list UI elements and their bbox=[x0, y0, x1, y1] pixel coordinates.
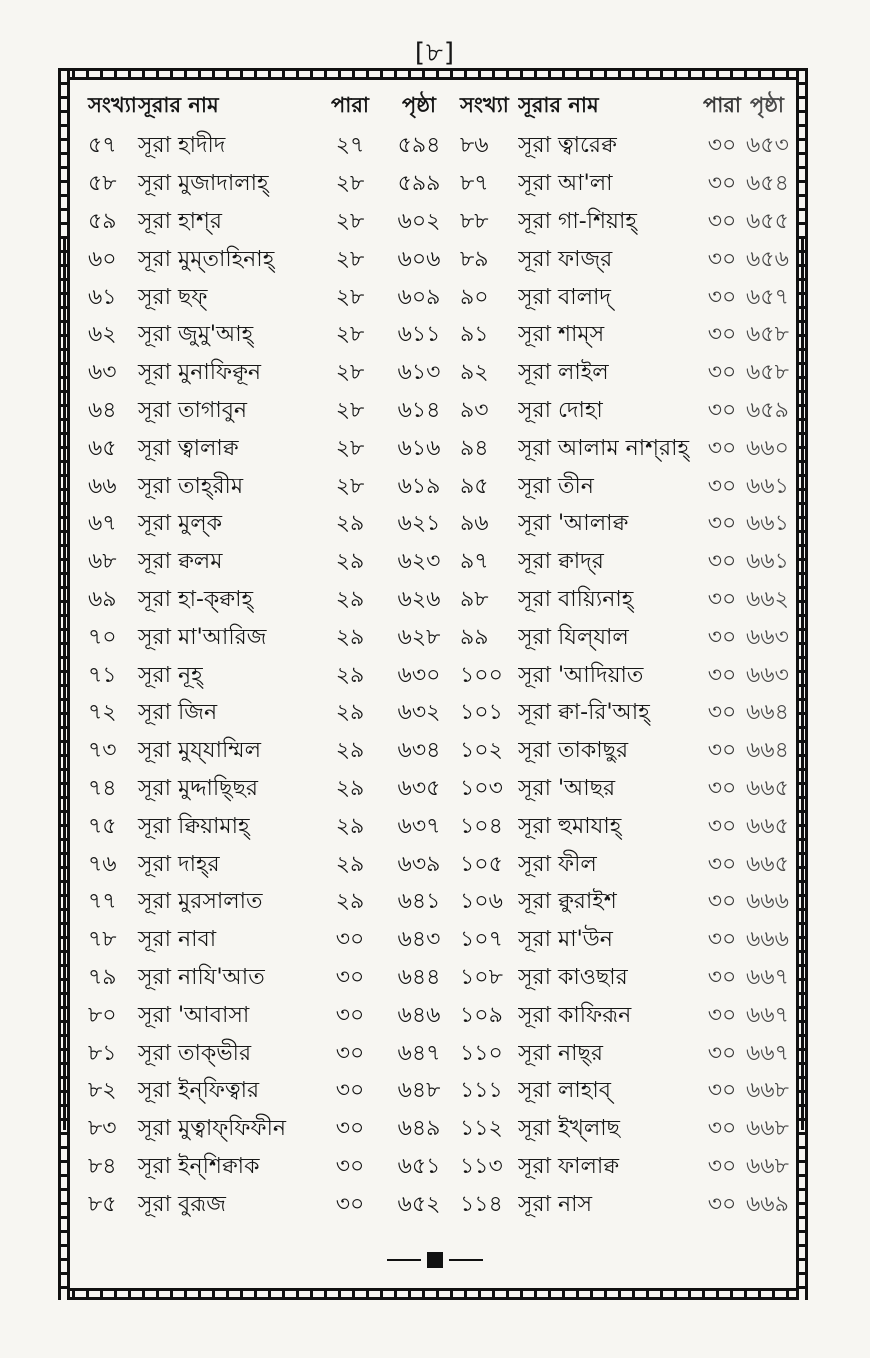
cell-para-2: ৩০ bbox=[707, 511, 737, 537]
cell-number: ৬৩ bbox=[88, 360, 117, 386]
cell-page: ৬৩২ bbox=[397, 700, 441, 726]
cell-surah-name-2: সূরা বালাদ্ bbox=[518, 284, 611, 310]
cell-surah-name: সূরা মুরসালাত bbox=[138, 889, 263, 915]
cell-para: ৩০ bbox=[335, 1153, 365, 1179]
cell-number-2: ১০৪ bbox=[460, 813, 503, 839]
cell-number: ৬৬ bbox=[88, 473, 117, 499]
cell-page: ৬৪৪ bbox=[397, 964, 441, 990]
cell-surah-name: সূরা হাদীদ bbox=[138, 133, 226, 159]
table-row bbox=[88, 128, 788, 166]
cell-number-2: ১০৯ bbox=[460, 1002, 503, 1028]
cell-surah-name-2: সূরা নাছ্‌র bbox=[518, 1040, 603, 1066]
cell-page: ৫৯৪ bbox=[397, 133, 441, 159]
footer-ornament bbox=[0, 1252, 870, 1268]
cell-surah-name-2: সূরা তীন bbox=[518, 473, 594, 499]
cell-surah-name: সূরা নূহ্ bbox=[138, 662, 203, 688]
cell-page: ৬৪৯ bbox=[397, 1116, 441, 1142]
cell-number-2: ৮৭ bbox=[460, 171, 489, 197]
cell-para: ২৯ bbox=[335, 624, 365, 650]
table-row bbox=[88, 241, 788, 279]
table-row bbox=[88, 204, 788, 242]
cell-number-2: ৮৮ bbox=[460, 208, 489, 234]
cell-para-2: ৩০ bbox=[707, 246, 737, 272]
table-row bbox=[88, 393, 788, 431]
table-row bbox=[88, 771, 788, 809]
cell-page-2: ৬৬৭ bbox=[746, 1040, 789, 1066]
cell-page: ৬০৬ bbox=[397, 246, 441, 272]
cell-surah-name-2: সূরা যিল্‌যাল bbox=[518, 624, 629, 650]
cell-para-2: ৩০ bbox=[707, 700, 737, 726]
cell-number-2: ১০১ bbox=[460, 700, 503, 726]
cell-para-2: ৩০ bbox=[707, 435, 737, 461]
cell-page-2: ৬৬১ bbox=[746, 549, 789, 575]
table-row bbox=[88, 317, 788, 355]
header-surah-name: সূরার নাম bbox=[138, 92, 219, 117]
cell-para: ২৮ bbox=[335, 322, 365, 348]
header-para: পারা bbox=[331, 92, 369, 117]
border-right bbox=[796, 68, 808, 1300]
cell-page-2: ৬৫৪ bbox=[746, 171, 789, 197]
border-left bbox=[58, 68, 70, 1300]
cell-para: ২৮ bbox=[335, 435, 365, 461]
cell-number-2: ১০২ bbox=[460, 738, 503, 764]
cell-page: ৬০৯ bbox=[397, 284, 441, 310]
cell-surah-name: সূরা জুমু'আহ্ bbox=[138, 322, 254, 348]
cell-number: ৭২ bbox=[88, 700, 117, 726]
cell-surah-name: সূরা নাযি'আত bbox=[138, 964, 265, 990]
cell-number: ৭৩ bbox=[88, 738, 117, 764]
cell-surah-name-2: সূরা নাস bbox=[518, 1191, 593, 1217]
cell-surah-name-2: সূরা মা'উন bbox=[518, 927, 613, 953]
cell-surah-name: সূরা মুনাফিক্বূন bbox=[138, 360, 262, 386]
cell-page: ৬০২ bbox=[397, 208, 441, 234]
table-row bbox=[88, 997, 788, 1035]
cell-para: ২৮ bbox=[335, 171, 365, 197]
cell-para: ২৯ bbox=[335, 738, 365, 764]
cell-surah-name: সূরা মুয্‌যাম্মিল bbox=[138, 738, 261, 764]
table-row bbox=[88, 846, 788, 884]
cell-surah-name: সূরা 'আবাসা bbox=[138, 1002, 250, 1028]
table-row bbox=[88, 468, 788, 506]
cell-para: ২৯ bbox=[335, 700, 365, 726]
cell-page: ৬৩৭ bbox=[397, 813, 441, 839]
surah-index-table bbox=[88, 84, 788, 1224]
cell-number-2: ১১৪ bbox=[460, 1191, 503, 1217]
cell-surah-name: সূরা মুদ্দাছ্ছির bbox=[138, 775, 258, 801]
cell-surah-name-2: সূরা 'আদিয়াত bbox=[518, 662, 644, 688]
cell-page-2: ৬৬২ bbox=[746, 586, 789, 612]
cell-page-2: ৬৫৭ bbox=[746, 284, 789, 310]
cell-number: ৬৯ bbox=[88, 586, 117, 612]
cell-page-2: ৬৫৩ bbox=[746, 133, 789, 159]
table-row bbox=[88, 884, 788, 922]
cell-para-2: ৩০ bbox=[707, 813, 737, 839]
cell-para-2: ৩০ bbox=[707, 662, 737, 688]
table-row bbox=[88, 1035, 788, 1073]
cell-para-2: ৩০ bbox=[707, 208, 737, 234]
table-header-row bbox=[88, 84, 788, 128]
cell-para: ৩০ bbox=[335, 1116, 365, 1142]
cell-page-2: ৬৬৬ bbox=[746, 927, 789, 953]
cell-number-2: ৯৪ bbox=[460, 435, 489, 461]
cell-page-2: ৬৬৯ bbox=[746, 1191, 789, 1217]
cell-surah-name-2: সূরা লাইল bbox=[518, 360, 609, 386]
cell-page: ৬২৬ bbox=[397, 586, 441, 612]
cell-number: ৭৭ bbox=[88, 889, 117, 915]
cell-number-2: ১০৩ bbox=[460, 775, 503, 801]
cell-para: ২৯ bbox=[335, 586, 365, 612]
cell-page: ৬৫১ bbox=[397, 1153, 441, 1179]
cell-page: ৬২১ bbox=[397, 511, 441, 537]
cell-number: ৮৫ bbox=[88, 1191, 117, 1217]
cell-para: ৩০ bbox=[335, 964, 365, 990]
cell-number-2: ৯৯ bbox=[460, 624, 489, 650]
cell-surah-name-2: সূরা লাহাব্ bbox=[518, 1078, 611, 1104]
cell-para-2: ৩০ bbox=[707, 1191, 737, 1217]
cell-number: ৭৫ bbox=[88, 813, 117, 839]
cell-page: ৬৪৬ bbox=[397, 1002, 441, 1028]
cell-number: ৮২ bbox=[88, 1078, 117, 1104]
cell-page-2: ৬৬১ bbox=[746, 473, 789, 499]
table-row bbox=[88, 166, 788, 204]
cell-page-2: ৬৫৮ bbox=[746, 360, 789, 386]
cell-page-2: ৬৬৭ bbox=[746, 1002, 789, 1028]
table-row bbox=[88, 355, 788, 393]
cell-surah-name-2: সূরা 'আছর bbox=[518, 775, 616, 801]
cell-surah-name: সূরা ক্বিয়ামাহ্ bbox=[138, 813, 250, 839]
cell-para: ২৯ bbox=[335, 775, 365, 801]
cell-surah-name-2: সূরা দোহা bbox=[518, 397, 603, 423]
cell-para-2: ৩০ bbox=[707, 1040, 737, 1066]
header-page: পৃষ্ঠা bbox=[401, 92, 437, 117]
cell-page: ৬২৮ bbox=[397, 624, 441, 650]
cell-page-2: ৬৬৫ bbox=[746, 813, 789, 839]
table-row bbox=[88, 1111, 788, 1149]
cell-para: ২৯ bbox=[335, 511, 365, 537]
cell-para: ২৯ bbox=[335, 889, 365, 915]
cell-para: ২৯ bbox=[335, 662, 365, 688]
cell-number-2: ৯৩ bbox=[460, 397, 489, 423]
cell-page: ৬৩০ bbox=[397, 662, 441, 688]
table-row bbox=[88, 695, 788, 733]
cell-page-2: ৬৫৫ bbox=[746, 208, 789, 234]
cell-surah-name: সূরা তাক্‌ভীর bbox=[138, 1040, 252, 1066]
cell-page-2: ৬৬৬ bbox=[746, 889, 789, 915]
cell-number-2: ১০৭ bbox=[460, 927, 503, 953]
table-row bbox=[88, 657, 788, 695]
table-row bbox=[88, 922, 788, 960]
cell-surah-name: সূরা ইন্‌ফিত্বার bbox=[138, 1078, 260, 1104]
cell-surah-name-2: সূরা গা-শিয়াহ্ bbox=[518, 208, 637, 234]
cell-surah-name-2: সূরা বায়্যিনাহ্ bbox=[518, 586, 634, 612]
cell-number: ৬৫ bbox=[88, 435, 117, 461]
cell-surah-name: সূরা বুরূজ bbox=[138, 1191, 226, 1217]
cell-para: ৩০ bbox=[335, 927, 365, 953]
cell-para: ২৯ bbox=[335, 813, 365, 839]
table-row bbox=[88, 279, 788, 317]
cell-page: ৬১৬ bbox=[397, 435, 441, 461]
cell-surah-name-2: সূরা তাকাছুর bbox=[518, 738, 629, 764]
header-number-2: সংখ্যা bbox=[460, 92, 509, 117]
table-row bbox=[88, 544, 788, 582]
cell-number-2: ৮৯ bbox=[460, 246, 489, 272]
cell-para: ২৮ bbox=[335, 397, 365, 423]
table-row bbox=[88, 1149, 788, 1187]
cell-page: ৬৩৪ bbox=[397, 738, 441, 764]
cell-number: ৬০ bbox=[88, 246, 117, 272]
cell-number: ৬৮ bbox=[88, 549, 117, 575]
cell-surah-name-2: সূরা ফাজ্‌র bbox=[518, 246, 613, 272]
cell-page: ৬৪৩ bbox=[397, 927, 441, 953]
cell-number-2: ৯২ bbox=[460, 360, 489, 386]
cell-para-2: ৩০ bbox=[707, 397, 737, 423]
cell-page: ৬১৪ bbox=[397, 397, 441, 423]
cell-surah-name-2: সূরা আ'লা bbox=[518, 171, 613, 197]
cell-page-2: ৬৬৮ bbox=[746, 1116, 789, 1142]
cell-para-2: ৩০ bbox=[707, 738, 737, 764]
cell-page-2: ৬৬৫ bbox=[746, 775, 789, 801]
cell-number-2: ৯৭ bbox=[460, 549, 489, 575]
cell-page-2: ৬৫৯ bbox=[746, 397, 789, 423]
cell-surah-name-2: সূরা ক্বা-রি'আহ্ bbox=[518, 700, 650, 726]
cell-number: ৮৪ bbox=[88, 1153, 117, 1179]
cell-surah-name-2: সূরা কাওছার bbox=[518, 964, 628, 990]
cell-para-2: ৩০ bbox=[707, 473, 737, 499]
page-number: [৮] bbox=[414, 38, 456, 68]
cell-para-2: ৩০ bbox=[707, 851, 737, 877]
cell-number: ৫৭ bbox=[88, 133, 117, 159]
cell-para-2: ৩০ bbox=[707, 775, 737, 801]
header-page-2: পৃষ্ঠা bbox=[749, 92, 785, 117]
cell-surah-name: সূরা তাহ্‌রীম bbox=[138, 473, 244, 499]
cell-surah-name-2: সূরা কাফিরূন bbox=[518, 1002, 632, 1028]
cell-surah-name-2: সূরা আলাম নাশ্‌রাহ্ bbox=[518, 435, 690, 461]
cell-number: ৬৪ bbox=[88, 397, 117, 423]
cell-para: ২৮ bbox=[335, 360, 365, 386]
cell-para: ২৮ bbox=[335, 208, 365, 234]
cell-para-2: ৩০ bbox=[707, 360, 737, 386]
cell-number-2: ৯৬ bbox=[460, 511, 489, 537]
cell-surah-name: সূরা মুজাদালাহ্ bbox=[138, 171, 269, 197]
cell-para-2: ৩০ bbox=[707, 133, 737, 159]
cell-para-2: ৩০ bbox=[707, 586, 737, 612]
cell-number-2: ৯১ bbox=[460, 322, 489, 348]
cell-surah-name-2: সূরা ইখ্‌লাছ bbox=[518, 1116, 621, 1142]
cell-surah-name-2: সূরা 'আলাক্ব bbox=[518, 511, 629, 537]
header-surah-name-2: সূরার নাম bbox=[518, 92, 599, 117]
cell-surah-name: সূরা তাগাবুন bbox=[138, 397, 248, 423]
cell-para: ২৮ bbox=[335, 284, 365, 310]
cell-page-2: ৬৬৫ bbox=[746, 851, 789, 877]
table-row bbox=[88, 960, 788, 998]
cell-number: ৮৩ bbox=[88, 1116, 117, 1142]
cell-surah-name-2: সূরা ক্বুরাইশ bbox=[518, 889, 617, 915]
cell-page-2: ৬৬৩ bbox=[746, 662, 789, 688]
cell-page: ৬১৯ bbox=[397, 473, 441, 499]
cell-page: ৬৪৮ bbox=[397, 1078, 441, 1104]
cell-para-2: ৩০ bbox=[707, 927, 737, 953]
table-row bbox=[88, 1186, 788, 1224]
cell-number: ৫৮ bbox=[88, 171, 117, 197]
cell-surah-name: সূরা ক্বলম bbox=[138, 549, 223, 575]
cell-number-2: ৯৫ bbox=[460, 473, 489, 499]
table-row bbox=[88, 733, 788, 771]
cell-para-2: ৩০ bbox=[707, 964, 737, 990]
cell-surah-name-2: সূরা ফালাক্ব bbox=[518, 1153, 620, 1179]
cell-page: ৬১৩ bbox=[397, 360, 441, 386]
cell-number-2: ১১৩ bbox=[460, 1153, 503, 1179]
cell-para-2: ৩০ bbox=[707, 171, 737, 197]
cell-surah-name-2: সূরা ক্বাদ্‌র bbox=[518, 549, 604, 575]
cell-number: ৬২ bbox=[88, 322, 117, 348]
cell-number: ৬১ bbox=[88, 284, 117, 310]
cell-number-2: ১০৬ bbox=[460, 889, 503, 915]
cell-number-2: ১০০ bbox=[460, 662, 503, 688]
cell-number: ৬৭ bbox=[88, 511, 117, 537]
cell-para-2: ৩০ bbox=[707, 284, 737, 310]
cell-number-2: ১০৫ bbox=[460, 851, 503, 877]
cell-para-2: ৩০ bbox=[707, 1116, 737, 1142]
table-row bbox=[88, 430, 788, 468]
cell-para: ৩০ bbox=[335, 1040, 365, 1066]
cell-surah-name-2: সূরা ত্বারেক্ব bbox=[518, 133, 617, 159]
cell-number-2: ১১২ bbox=[460, 1116, 503, 1142]
cell-page-2: ৬৬৩ bbox=[746, 624, 789, 650]
cell-page: ৬৩৯ bbox=[397, 851, 441, 877]
cell-number: ৭১ bbox=[88, 662, 117, 688]
cell-number: ৭৮ bbox=[88, 927, 117, 953]
cell-number: ৮১ bbox=[88, 1040, 117, 1066]
table-row bbox=[88, 506, 788, 544]
cell-page: ৬৩৫ bbox=[397, 775, 441, 801]
cell-page-2: ৬৫৮ bbox=[746, 322, 789, 348]
cell-para: ২৭ bbox=[335, 133, 365, 159]
cell-number: ৭৪ bbox=[88, 775, 117, 801]
cell-surah-name: সূরা জিন bbox=[138, 700, 218, 726]
cell-page: ৫৯৯ bbox=[397, 171, 441, 197]
cell-page-2: ৬৬৮ bbox=[746, 1078, 789, 1104]
cell-para: ২৯ bbox=[335, 549, 365, 575]
cell-page: ৬৪১ bbox=[397, 889, 441, 915]
cell-number-2: ৯০ bbox=[460, 284, 489, 310]
border-bottom bbox=[58, 1288, 808, 1300]
cell-surah-name: সূরা হা-ক্ক্বাহ্ bbox=[138, 586, 254, 612]
cell-surah-name-2: সূরা শাম্‌স bbox=[518, 322, 605, 348]
table-row bbox=[88, 619, 788, 657]
cell-page-2: ৬৫৬ bbox=[746, 246, 789, 272]
cell-surah-name: সূরা নাবা bbox=[138, 927, 217, 953]
cell-page: ৬১১ bbox=[397, 322, 441, 348]
cell-para-2: ৩০ bbox=[707, 1002, 737, 1028]
cell-para-2: ৩০ bbox=[707, 322, 737, 348]
header-para-2: পারা bbox=[703, 92, 741, 117]
cell-surah-name: সূরা মা'আরিজ bbox=[138, 624, 267, 650]
cell-surah-name: সূরা ছফ্ bbox=[138, 284, 208, 310]
cell-para-2: ৩০ bbox=[707, 1153, 737, 1179]
cell-page-2: ৬৬৪ bbox=[746, 700, 789, 726]
cell-number: ৭০ bbox=[88, 624, 117, 650]
cell-para: ২৮ bbox=[335, 246, 365, 272]
cell-page-2: ৬৬৪ bbox=[746, 738, 789, 764]
cell-page: ৬৫২ bbox=[397, 1191, 441, 1217]
cell-surah-name: সূরা ইন্‌শিক্বাক bbox=[138, 1153, 260, 1179]
cell-number-2: ১১০ bbox=[460, 1040, 503, 1066]
cell-page: ৬২৩ bbox=[397, 549, 441, 575]
cell-number: ৭৯ bbox=[88, 964, 117, 990]
cell-page: ৬৪৭ bbox=[397, 1040, 441, 1066]
cell-page-2: ৬৬০ bbox=[746, 435, 789, 461]
table-row bbox=[88, 808, 788, 846]
cell-number: ৭৬ bbox=[88, 851, 117, 877]
cell-surah-name: সূরা মুল্‌ক bbox=[138, 511, 223, 537]
cell-surah-name-2: সূরা ফীল bbox=[518, 851, 597, 877]
cell-page-2: ৬৬১ bbox=[746, 511, 789, 537]
cell-para-2: ৩০ bbox=[707, 889, 737, 915]
cell-surah-name: সূরা হাশ্‌র bbox=[138, 208, 222, 234]
cell-para: ২৯ bbox=[335, 851, 365, 877]
cell-page-2: ৬৬৭ bbox=[746, 964, 789, 990]
cell-para: ৩০ bbox=[335, 1002, 365, 1028]
border-top bbox=[58, 68, 808, 80]
cell-number-2: ১০৮ bbox=[460, 964, 503, 990]
cell-para-2: ৩০ bbox=[707, 549, 737, 575]
cell-surah-name: সূরা মুত্বাফ্‌ফিফীন bbox=[138, 1116, 287, 1142]
table-row bbox=[88, 1073, 788, 1111]
cell-number: ৫৯ bbox=[88, 208, 117, 234]
table-row bbox=[88, 582, 788, 620]
cell-para-2: ৩০ bbox=[707, 1078, 737, 1104]
cell-para: ৩০ bbox=[335, 1191, 365, 1217]
cell-number-2: ১১১ bbox=[460, 1078, 503, 1104]
cell-surah-name: সূরা ত্বালাক্ব bbox=[138, 435, 239, 461]
cell-para-2: ৩০ bbox=[707, 624, 737, 650]
cell-page-2: ৬৬৮ bbox=[746, 1153, 789, 1179]
header-number: সংখ্যা bbox=[88, 92, 137, 117]
cell-surah-name: সূরা দাহ্‌র bbox=[138, 851, 220, 877]
cell-para: ২৮ bbox=[335, 473, 365, 499]
cell-number-2: ৯৮ bbox=[460, 586, 489, 612]
cell-para: ৩০ bbox=[335, 1078, 365, 1104]
cell-surah-name: সূরা মুম্‌তাহিনাহ্ bbox=[138, 246, 275, 272]
cell-number: ৮০ bbox=[88, 1002, 117, 1028]
cell-surah-name-2: সূরা হুমাযাহ্ bbox=[518, 813, 622, 839]
cell-number-2: ৮৬ bbox=[460, 133, 489, 159]
